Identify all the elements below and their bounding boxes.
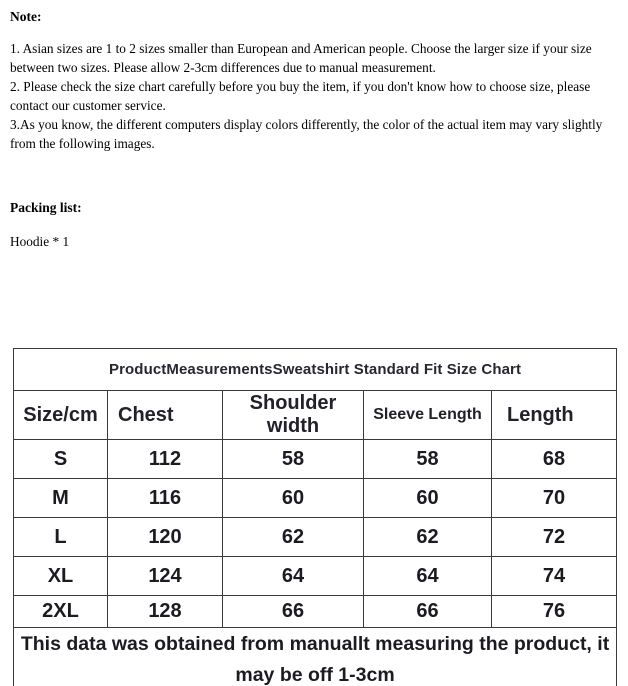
chest-cell: 120 [108, 518, 223, 557]
size-chart-footnote: This data was obtained from manuallt measuring the product, it may be off 1-3cm [14, 628, 617, 686]
length-cell: 74 [492, 557, 617, 596]
sleeve-cell: 58 [364, 440, 492, 479]
table-row-xl [14, 557, 617, 596]
size-cell: XL [14, 557, 108, 596]
packing-list-heading: Packing list: [10, 200, 82, 215]
size-chart-table [13, 348, 617, 686]
shoulder-cell: 58 [223, 440, 364, 479]
size-cell: 2XL [14, 596, 108, 628]
sleeve-cell: 62 [364, 518, 492, 557]
size-chart-title-row [14, 349, 617, 391]
chest-cell: 112 [108, 440, 223, 479]
sleeve-cell: 64 [364, 557, 492, 596]
note-item-2: 2. Please check the size chart carefully before you buy the item, if you don't know how to choose size, please contact our customer service. [10, 79, 591, 113]
size-cell: S [14, 440, 108, 479]
chest-cell: 128 [108, 596, 223, 628]
note-heading: Note: [10, 9, 42, 24]
size-cell: M [14, 479, 108, 518]
chest-cell: 116 [108, 479, 223, 518]
length-cell: 72 [492, 518, 617, 557]
sleeve-cell: 66 [364, 596, 492, 628]
column-header-shoulder: Shoulder width [223, 391, 364, 440]
table-row-2xl [14, 596, 617, 628]
shoulder-cell: 62 [223, 518, 364, 557]
size-chart-header-row [14, 391, 617, 440]
note-item-1: 1. Asian sizes are 1 to 2 sizes smaller than European and American people. Choose the larger size if your size between two sizes. Please allow 2-3cm differences due to manual measurement. [10, 41, 592, 75]
packing-list-item: Hoodie * 1 [10, 234, 70, 249]
table-row-m [14, 479, 617, 518]
shoulder-cell: 66 [223, 596, 364, 628]
shoulder-cell: 60 [223, 479, 364, 518]
description-text-block [0, 0, 628, 251]
note-list [10, 39, 612, 153]
column-header-size: Size/cm [14, 391, 108, 440]
shoulder-cell: 64 [223, 557, 364, 596]
column-header-chest: Chest [108, 391, 223, 440]
note-item-3: 3.As you know, the different computers display colors differently, the color of the actual item may vary slightly from the following images. [10, 117, 603, 151]
sleeve-cell: 60 [364, 479, 492, 518]
chest-cell: 124 [108, 557, 223, 596]
column-header-sleeve: Sleeve Length [364, 391, 492, 440]
size-cell: L [14, 518, 108, 557]
length-cell: 70 [492, 479, 617, 518]
size-chart-footnote-row [14, 628, 617, 686]
table-row-s [14, 440, 617, 479]
length-cell: 68 [492, 440, 617, 479]
size-chart-title: ProductMeasurementsSweatshirt Standard Fit Size Chart [14, 349, 617, 391]
column-header-length: Length [492, 391, 617, 440]
length-cell: 76 [492, 596, 617, 628]
table-row-l [14, 518, 617, 557]
